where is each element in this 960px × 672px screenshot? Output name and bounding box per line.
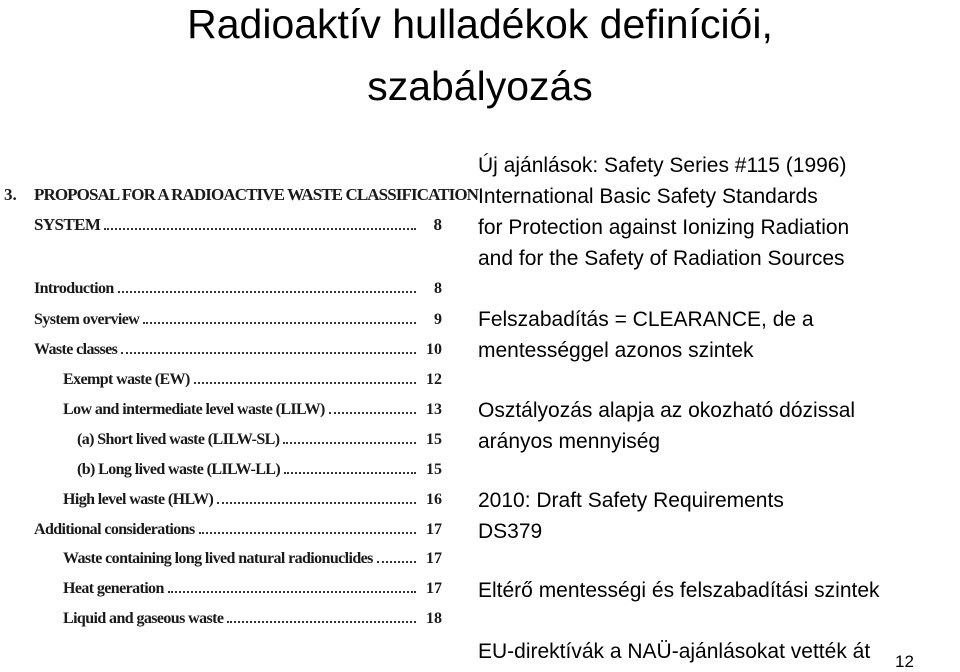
toc-item — [63, 577, 442, 607]
title-line-2: szabályozás — [367, 63, 593, 109]
text-line: Új ajánlások: Safety Series #115 (1996) — [478, 154, 847, 177]
toc-dots — [284, 458, 416, 474]
toc-section-number: 3. — [4, 185, 17, 204]
toc-item-label: Low and intermediate level waste (LILW) — [63, 401, 325, 418]
toc-item-page: 16 — [426, 491, 442, 508]
toc-item-label: High level waste (HLW) — [63, 491, 214, 508]
paragraph-ds379 — [478, 485, 784, 547]
toc-item — [63, 398, 442, 428]
toc-item-page: 13 — [426, 401, 442, 418]
text-line: Eltérő mentességi és felszabadítási szintek — [478, 579, 880, 602]
toc-dots — [194, 368, 416, 384]
text-line: mentességgel azonos szintek — [478, 339, 754, 362]
text-line: for Protection against Ionizing Radiation — [478, 216, 850, 239]
toc-dots — [121, 338, 416, 354]
toc-item — [77, 428, 442, 458]
toc-item — [77, 458, 442, 488]
toc-scan — [0, 180, 479, 640]
toc-item-page: 9 — [434, 311, 442, 328]
text-line: EU-direktívák a NAÜ-ajánlásokat vették át — [478, 640, 871, 663]
toc-dots — [168, 577, 416, 593]
text-line: Osztályozás alapja az okozható dózissal — [478, 399, 856, 422]
toc-dots — [283, 428, 416, 444]
toc-item-page: 15 — [426, 431, 442, 448]
toc-item — [63, 368, 442, 398]
toc-item-label: Introduction — [34, 280, 114, 297]
toc-item — [63, 547, 442, 577]
paragraph-classification — [478, 395, 855, 457]
toc-item — [34, 338, 442, 368]
toc-item-page: 10 — [426, 341, 442, 358]
paragraph-clearance — [478, 304, 814, 366]
slide-number: 12 — [895, 652, 914, 671]
text-line: and for the Safety of Radiation Sources — [478, 247, 845, 270]
paragraph-exemption-levels — [478, 575, 880, 606]
toc-item-label: (a) Short lived waste (LILW-SL) — [77, 431, 280, 448]
toc-item — [34, 277, 442, 307]
toc-heading-line1: PROPOSAL FOR A RADIOACTIVE WASTE CLASSIFICATION — [34, 185, 479, 204]
toc-item-label: Additional considerations — [34, 521, 195, 538]
toc-heading-row — [0, 185, 479, 215]
toc-item-page: 15 — [426, 461, 442, 478]
toc-item-label: System overview — [34, 311, 140, 328]
toc-item-page: 17 — [426, 550, 442, 567]
toc-item-label: Waste classes — [34, 341, 118, 358]
toc-dots — [199, 518, 416, 534]
toc-dots — [118, 277, 416, 293]
text-line: arányos mennyiség — [478, 430, 661, 453]
toc-dots — [227, 607, 416, 623]
toc-dots — [217, 488, 416, 504]
toc-item-page: 12 — [426, 371, 442, 388]
toc-item-label: Waste containing long lived natural radionuclides — [63, 550, 373, 567]
toc-item — [34, 518, 442, 548]
toc-item-label: Liquid and gaseous waste — [63, 610, 224, 627]
toc-heading-line2: SYSTEM — [34, 215, 101, 234]
toc-item-page: 18 — [426, 610, 442, 627]
toc-item — [63, 607, 442, 637]
title-line-1: Radioaktív hulladékok definíciói, — [187, 1, 773, 47]
text-line: Felszabadítás = CLEARANCE, de a — [478, 308, 814, 331]
toc-item-page: 8 — [434, 280, 442, 297]
text-line: DS379 — [478, 520, 543, 543]
text-line: International Basic Safety Standards — [478, 185, 818, 208]
toc-dots — [104, 214, 416, 230]
toc-item-page: 17 — [426, 521, 442, 538]
toc-dots — [143, 308, 416, 324]
toc-dots — [377, 547, 416, 563]
paragraph-eu-directives — [478, 636, 870, 667]
toc-item-label: Exempt waste (EW) — [63, 371, 190, 388]
toc-item-label: Heat generation — [63, 580, 164, 597]
toc-item-page: 17 — [426, 580, 442, 597]
text-line: 2010: Draft Safety Requirements — [478, 489, 784, 512]
toc-heading-row-2 — [34, 214, 442, 244]
toc-item — [63, 488, 442, 518]
toc-dots — [329, 398, 416, 414]
toc-item — [34, 308, 442, 338]
paragraph-safety-series — [478, 150, 849, 274]
toc-heading-page: 8 — [433, 215, 442, 234]
toc-item-label: (b) Long lived waste (LILW-LL) — [77, 461, 281, 478]
